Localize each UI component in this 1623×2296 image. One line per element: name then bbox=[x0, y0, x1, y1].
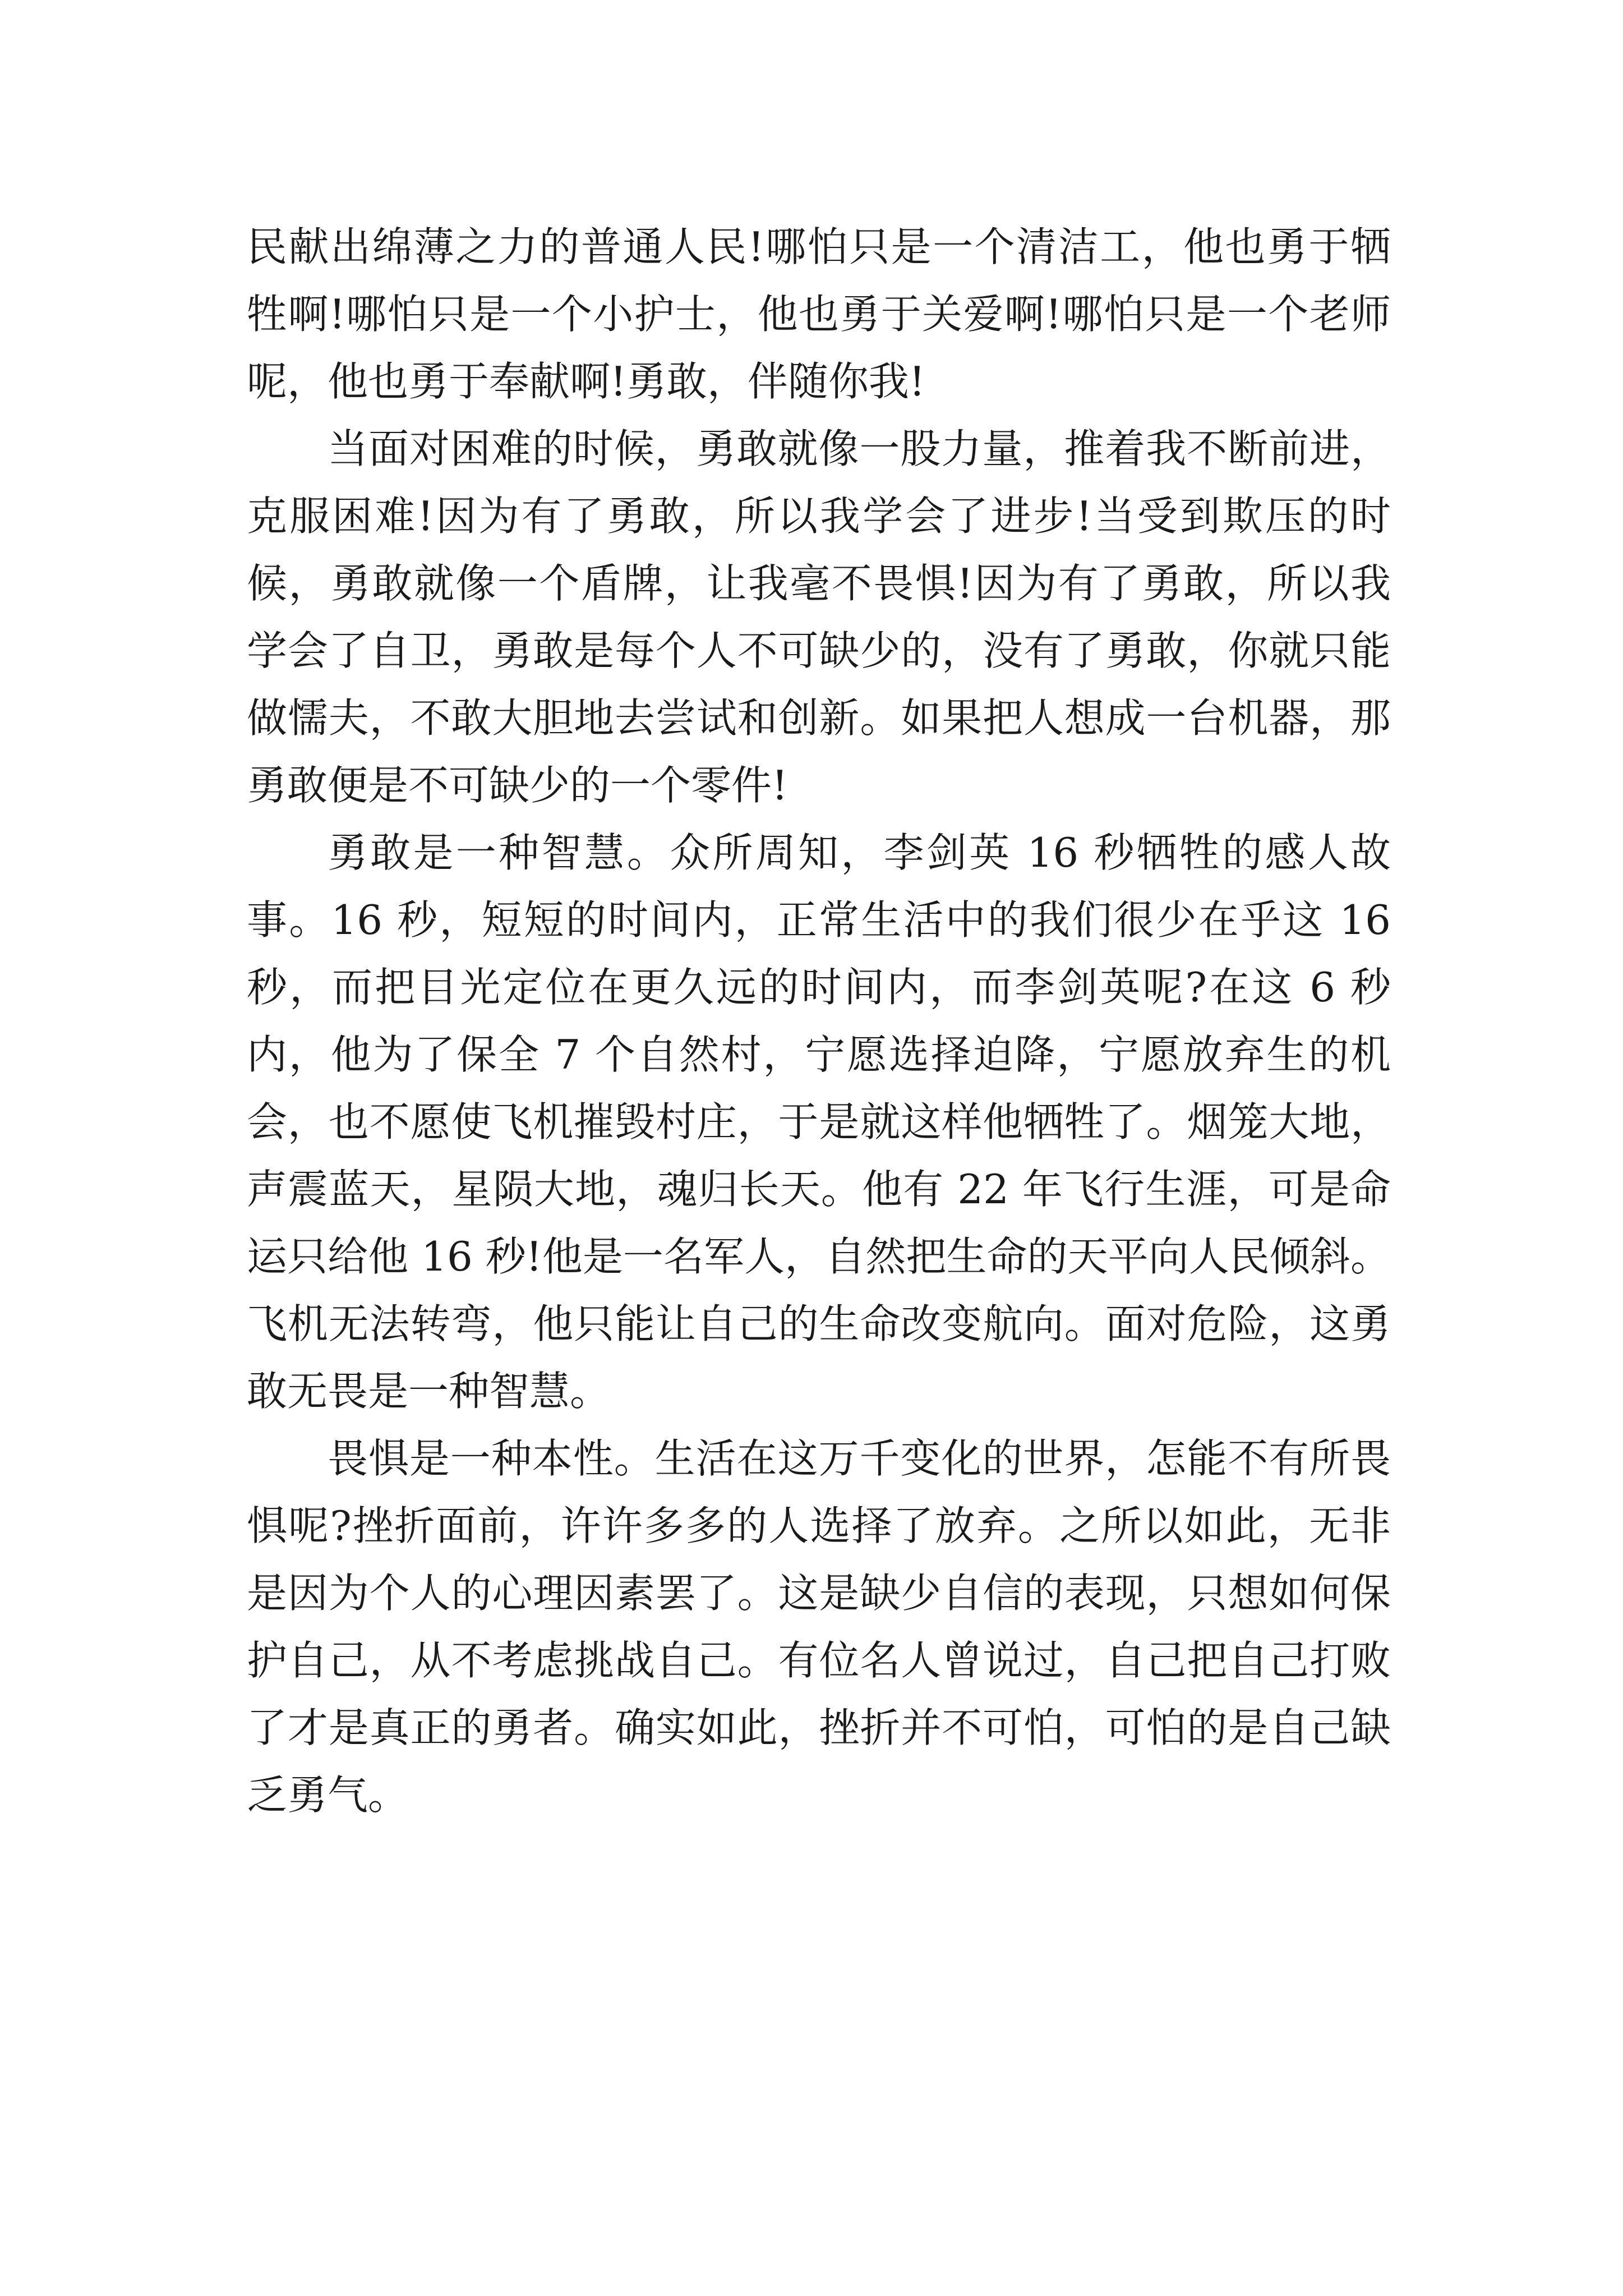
paragraph-2: 当面对困难的时候，勇敢就像一股力量，推着我不断前进，克服困难!因为有了勇敢，所以我学会了进步!当受到欺压的时候，勇敢就像一个盾牌，让我毫不畏惧!因为有了勇敢，所以我学会了自卫，勇敢是每个人不可缺少的，没有了勇敢，你就只能做懦夫，不敢大胆地去尝试和创新。如果把人想成一台机器，那勇敢便是不可缺少的一个零件! bbox=[247, 425, 1391, 809]
body-text bbox=[247, 213, 1391, 1829]
paragraph-3: 勇敢是一种智慧。众所周知，李剑英 16 秒牺牲的感人故事。16 秒，短短的时间内，正常生活中的我们很少在乎这 16 秒，而把目光定位在更久远的时间内，而李剑英呢?在这 6 秒内，他为了保全 7 个自然村，宁愿选择迫降，宁愿放弃生的机会，也不愿使飞机摧毁村庄，于是就这样他牺牲了。烟笼大地，声震蓝天，星陨大地，魂归长天。他有 22 年飞行生涯，可是命运只给他 16 秒!他是一名军人，自然把生命的天平向人民倾斜。飞机无法转弯，他只能让自己的生命改变航向。面对危险，这勇敢无畏是一种智慧。 bbox=[247, 829, 1391, 1415]
paragraph-4: 畏惧是一种本性。生活在这万千变化的世界，怎能不有所畏惧呢?挫折面前，许许多多的人选择了放弃。之所以如此，无非是因为个人的心理因素罢了。这是缺少自信的表现，只想如何保护自己，从不考虑挑战自己。有位名人曾说过，自己把自己打败了才是真正的勇者。确实如此，挫折并不可怕，可怕的是自己缺乏勇气。 bbox=[247, 1435, 1391, 1819]
paragraph-1: 民献出绵薄之力的普通人民!哪怕只是一个清洁工，他也勇于牺牲啊!哪怕只是一个小护士，他也勇于关爱啊!哪怕只是一个老师呢，他也勇于奉献啊!勇敢，伴随你我! bbox=[247, 223, 1391, 405]
